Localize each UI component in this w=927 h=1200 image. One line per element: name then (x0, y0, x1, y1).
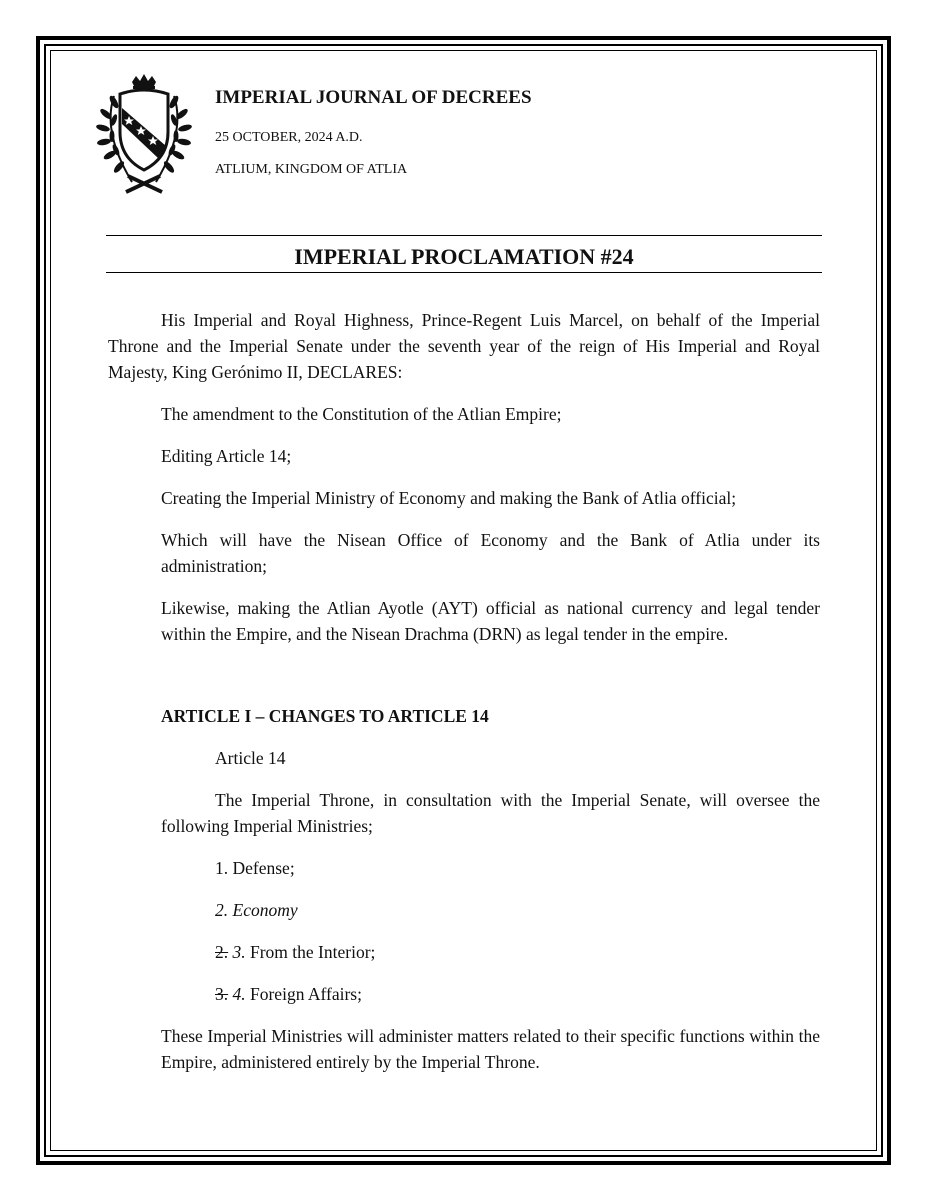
crown-icon (132, 74, 156, 89)
ministry-name: Foreign Affairs; (245, 984, 362, 1004)
title-rule-top (106, 235, 822, 236)
old-number: 2. (215, 942, 229, 962)
title-rule-bottom (106, 272, 822, 273)
ministry-list-item: 1. Defense; (215, 858, 295, 878)
article-subheading: Article 14 (215, 748, 286, 768)
old-number: 3. (215, 984, 229, 1004)
closing-paragraph: These Imperial Ministries will administer matters related to their specific functions within the Empire, administered entirely by the Imperial Throne. (161, 1026, 820, 1072)
imperial-crest-icon (92, 72, 196, 198)
proclamation-title: IMPERIAL PROCLAMATION #24 (294, 244, 634, 269)
clause-item: Creating the Imperial Ministry of Economy and making the Bank of Atlia official; (161, 488, 737, 508)
clause-item: The amendment to the Constitution of the Atlian Empire; (161, 404, 562, 424)
new-number: 4. (232, 984, 246, 1004)
ministry-list-item (108, 981, 820, 1007)
ministry-list-item-added: 2. Economy (215, 900, 298, 920)
clause-item: Likewise, making the Atlian Ayotle (AYT) official as national currency and legal tender within the Empire, and the Nisean Drachma (DRN) as legal tender in the empire. (161, 598, 820, 644)
intro-paragraph: His Imperial and Royal Highness, Prince-Regent Luis Marcel, on behalf of the Imperial Throne and the Imperial Senate under the seventh year of the reign of His Imperial and Royal Majesty, King Gerónimo II, DECLARES: (108, 310, 820, 382)
publication-date: 25 OCTOBER, 2024 A.D. (215, 130, 363, 145)
article-paragraph: The Imperial Throne, in consultation with the Imperial Senate, will oversee the following Imperial Ministries; (161, 790, 820, 836)
journal-title: IMPERIAL JOURNAL OF DECREES (215, 87, 532, 108)
clause-item: Which will have the Nisean Office of Economy and the Bank of Atlia under its administration; (161, 530, 820, 576)
ribbon-icon (126, 176, 162, 192)
ministry-name: From the Interior; (245, 942, 376, 962)
article-heading: ARTICLE I – CHANGES TO ARTICLE 14 (161, 706, 489, 726)
publication-place: ATLIUM, KINGDOM OF ATLIA (215, 162, 408, 177)
new-number: 3. (232, 942, 246, 962)
document-body (108, 307, 820, 1075)
shield-icon (120, 90, 168, 170)
clause-item: Editing Article 14; (161, 446, 292, 466)
ministry-list-item (108, 939, 820, 965)
